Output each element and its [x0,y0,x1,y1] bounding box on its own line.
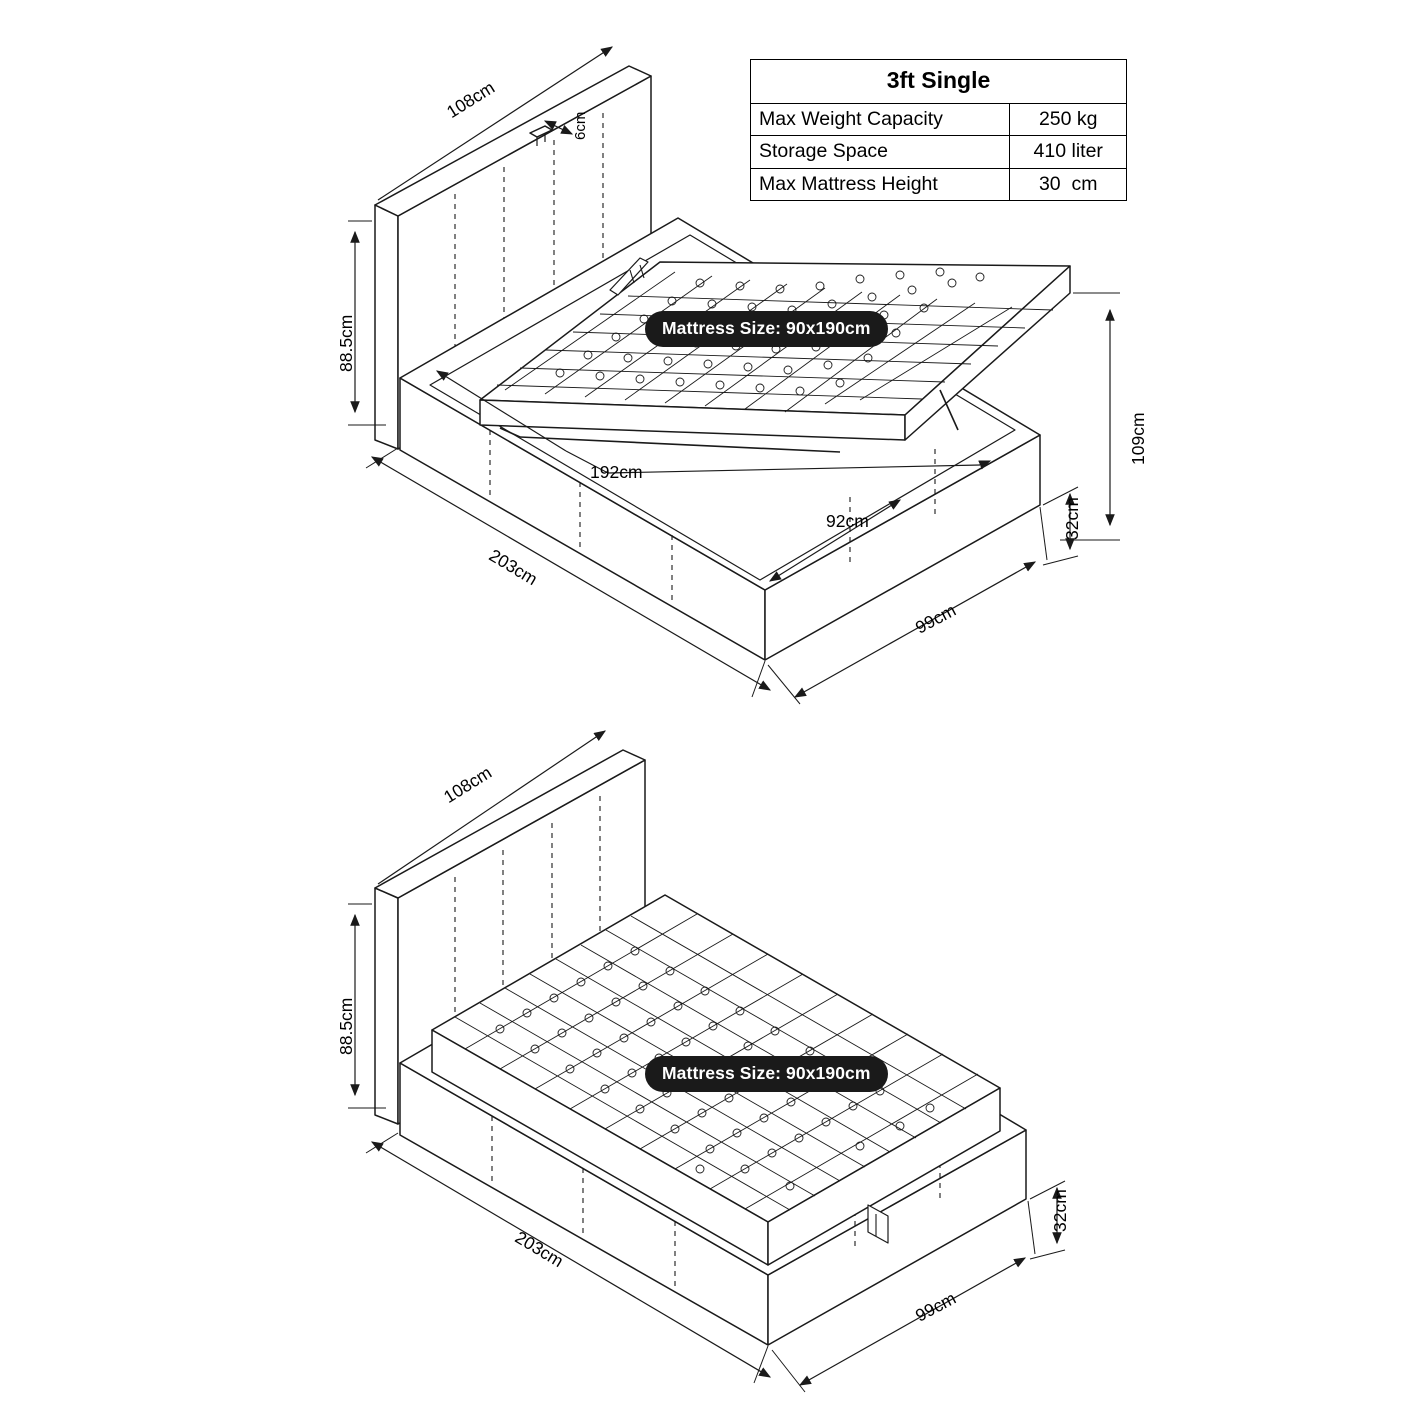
dim-top-lift-height: 109cm [1128,412,1148,465]
dim-bottom-base-width: 99cm [912,1287,960,1326]
dim-top-headboard-height: 88.5cm [336,314,356,372]
dim-bottom-base-length: 203cm [511,1227,568,1272]
spec-table-title: 3ft Single [751,60,1127,104]
spec-value-max-weight: 250 kg [1010,103,1127,135]
spec-label-max-mattress-height: Max Mattress Height [759,172,938,195]
dim-top-headboard-width: 108cm [443,77,499,122]
table-row [751,168,1127,200]
spec-table-title-row [751,60,1127,104]
spec-label-storage-space: Storage Space [751,136,1010,168]
table-row [751,136,1127,168]
dim-top-inner-width: 92cm [826,511,869,531]
dim-top-base-height: 32cm [1062,497,1082,540]
dim-top-base-width: 99cm [912,599,960,638]
dim-bottom-headboard-height: 88.5cm [336,997,356,1055]
mattress-size-callout-top: Mattress Size: 90x190cm [645,311,888,347]
spec-label-max-weight: Max Weight Capacity [751,103,1010,135]
spec-table [750,59,1127,201]
table-row [751,103,1127,135]
dim-bottom-base-height: 32cm [1050,1189,1070,1232]
dim-top-headboard-thickness: 6cm [572,111,589,140]
dim-top-base-length: 203cm [485,545,542,590]
dim-top-inner-length: 192cm [590,462,643,482]
spec-value-max-mattress-height: 30 cm [1010,168,1127,200]
spec-value-storage-space: 410 liter [1010,136,1127,168]
mattress-size-callout-bottom: Mattress Size: 90x190cm [645,1056,888,1092]
dim-bottom-headboard-width: 108cm [440,762,496,807]
